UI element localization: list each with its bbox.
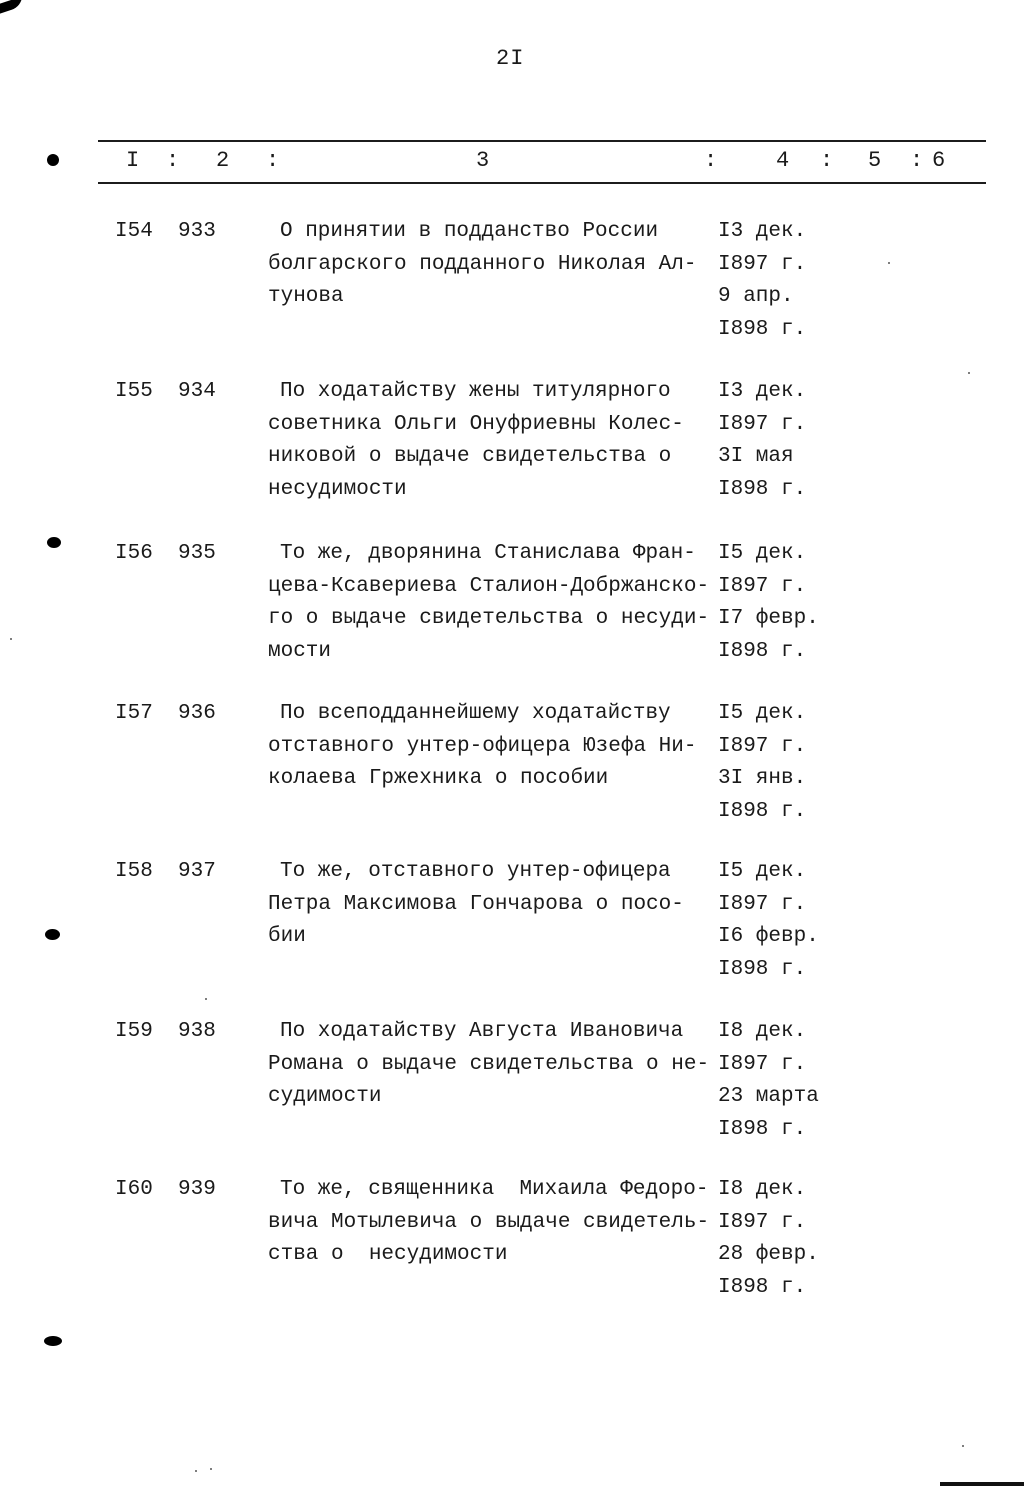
case-title-line: То же, дворянина Станислава Фран- [280, 542, 696, 565]
case-number: 938 [178, 1020, 216, 1043]
case-title-line: ства о несудимости [268, 1243, 508, 1266]
date-start-day: I3 дек. [718, 380, 807, 403]
case-title [268, 1016, 723, 1114]
scan-speck [10, 638, 12, 640]
scan-speck [962, 1445, 964, 1447]
case-title-line: цева-Ксавериева Сталион-Добржанско- [268, 574, 710, 598]
case-title-line: судимости [268, 1085, 382, 1108]
header-separator: : [704, 148, 718, 173]
entry-number: I57 [115, 702, 153, 725]
case-dates [718, 1016, 819, 1146]
entry-number: I60 [115, 1178, 153, 1201]
case-title-line: никовой о выдаче свидетельства о [268, 445, 672, 468]
case-title-line: вича Мотылевича о выдаче свидетель- [268, 1210, 710, 1234]
date-start-day: I5 дек. [718, 860, 807, 883]
header-rule-bottom [98, 182, 986, 184]
header-col-1: I [126, 148, 140, 173]
punch-hole-mark [45, 929, 60, 940]
date-end-year: I898 г. [718, 1117, 807, 1141]
case-title-line: отставного унтер-офицера Юзефа Ни- [268, 734, 697, 758]
entry-number: I59 [115, 1020, 153, 1043]
case-number: 937 [178, 860, 216, 883]
entry-number: I58 [115, 860, 153, 883]
scan-speck [968, 372, 970, 374]
date-end-day: 9 апр. [718, 285, 794, 308]
date-start-day: I3 дек. [718, 220, 807, 243]
case-title-line: По всеподданнейшему ходатайству [280, 702, 671, 725]
case-title [268, 216, 723, 314]
date-end-day: I6 февр. [718, 925, 819, 948]
case-title-line: болгарского подданного Николая Ал- [268, 252, 697, 276]
case-title [268, 538, 723, 668]
case-title-line: По ходатайству жены титулярного [280, 380, 671, 403]
punch-hole-mark [47, 537, 61, 548]
case-title [268, 1174, 723, 1272]
scan-speck [210, 1468, 212, 1470]
date-end-year: I898 г. [718, 1275, 807, 1299]
date-start-day: I5 дек. [718, 702, 807, 725]
date-end-year: I898 г. [718, 957, 807, 981]
case-dates [718, 376, 806, 506]
case-dates [718, 538, 819, 668]
date-start-day: I5 дек. [718, 542, 807, 565]
case-dates [718, 856, 819, 986]
punch-hole-mark [47, 154, 59, 166]
scan-speck [205, 998, 207, 1000]
case-number: 933 [178, 220, 216, 243]
date-start-day: I8 дек. [718, 1020, 807, 1043]
case-title-line: То же, священника Михаила Федоро- [280, 1178, 709, 1201]
header-rule-top [98, 140, 986, 142]
header-col-4: 4 [776, 148, 790, 173]
date-end-day: 23 марта [718, 1085, 819, 1108]
case-title-line: мости [268, 639, 332, 663]
scan-speck [888, 262, 890, 264]
entry-number: I56 [115, 542, 153, 565]
header-col-5: 5 [868, 148, 882, 173]
case-dates [718, 1174, 819, 1304]
date-end-year: I898 г. [718, 639, 807, 663]
entry-number: I55 [115, 380, 153, 403]
case-title-line: тунова [268, 285, 344, 308]
case-title-line: колаева Гржехника о пособии [268, 767, 609, 790]
case-title-line: Романа о выдаче свидетельства о не- [268, 1052, 710, 1076]
date-end-day: 3I мая [718, 445, 794, 468]
date-start-year: I897 г. [718, 252, 807, 276]
date-end-day: 3I янв. [718, 767, 807, 790]
case-title-line: По ходатайству Августа Ивановича [280, 1020, 684, 1043]
header-separator: : [266, 148, 280, 173]
case-title-line: Петра Максимова Гончарова о посо- [268, 892, 684, 916]
date-start-year: I897 г. [718, 412, 807, 436]
case-title-line: го о выдаче свидетельства о несуди- [268, 607, 710, 630]
case-title-line: бии [268, 925, 306, 948]
header-separator: : [910, 148, 924, 173]
date-end-day: I7 февр. [718, 607, 819, 630]
punch-hole-mark [44, 1336, 62, 1346]
date-start-year: I897 г. [718, 1052, 807, 1076]
case-dates [718, 216, 806, 346]
page-number: 2I [496, 46, 525, 71]
case-number: 934 [178, 380, 216, 403]
header-col-3: 3 [476, 148, 490, 173]
scan-corner-mark [0, 0, 22, 14]
case-title [268, 376, 723, 506]
header-col-6: 6 [932, 148, 946, 173]
case-title [268, 856, 723, 954]
date-start-year: I897 г. [718, 574, 807, 598]
date-start-year: I897 г. [718, 1210, 807, 1234]
case-number: 936 [178, 702, 216, 725]
date-end-year: I898 г. [718, 477, 807, 501]
header-separator: : [820, 148, 834, 173]
date-end-year: I898 г. [718, 799, 807, 823]
date-end-day: 28 февр. [718, 1243, 819, 1266]
case-title-line: несудимости [268, 477, 407, 501]
case-title-line: То же, отставного унтер-офицера [280, 860, 671, 883]
case-title-line: советника Ольги Онуфриевны Колес- [268, 412, 684, 436]
date-end-year: I898 г. [718, 317, 807, 341]
scan-speck [195, 1470, 197, 1472]
date-start-day: I8 дек. [718, 1178, 807, 1201]
case-number: 939 [178, 1178, 216, 1201]
date-start-year: I897 г. [718, 734, 807, 758]
case-title-line: О принятии в подданство России [280, 220, 659, 243]
case-title [268, 698, 723, 796]
header-separator: : [166, 148, 180, 173]
header-col-2: 2 [216, 148, 230, 173]
case-dates [718, 698, 806, 828]
case-number: 935 [178, 542, 216, 565]
date-start-year: I897 г. [718, 892, 807, 916]
entry-number: I54 [115, 220, 153, 243]
scan-edge [940, 1482, 1024, 1486]
